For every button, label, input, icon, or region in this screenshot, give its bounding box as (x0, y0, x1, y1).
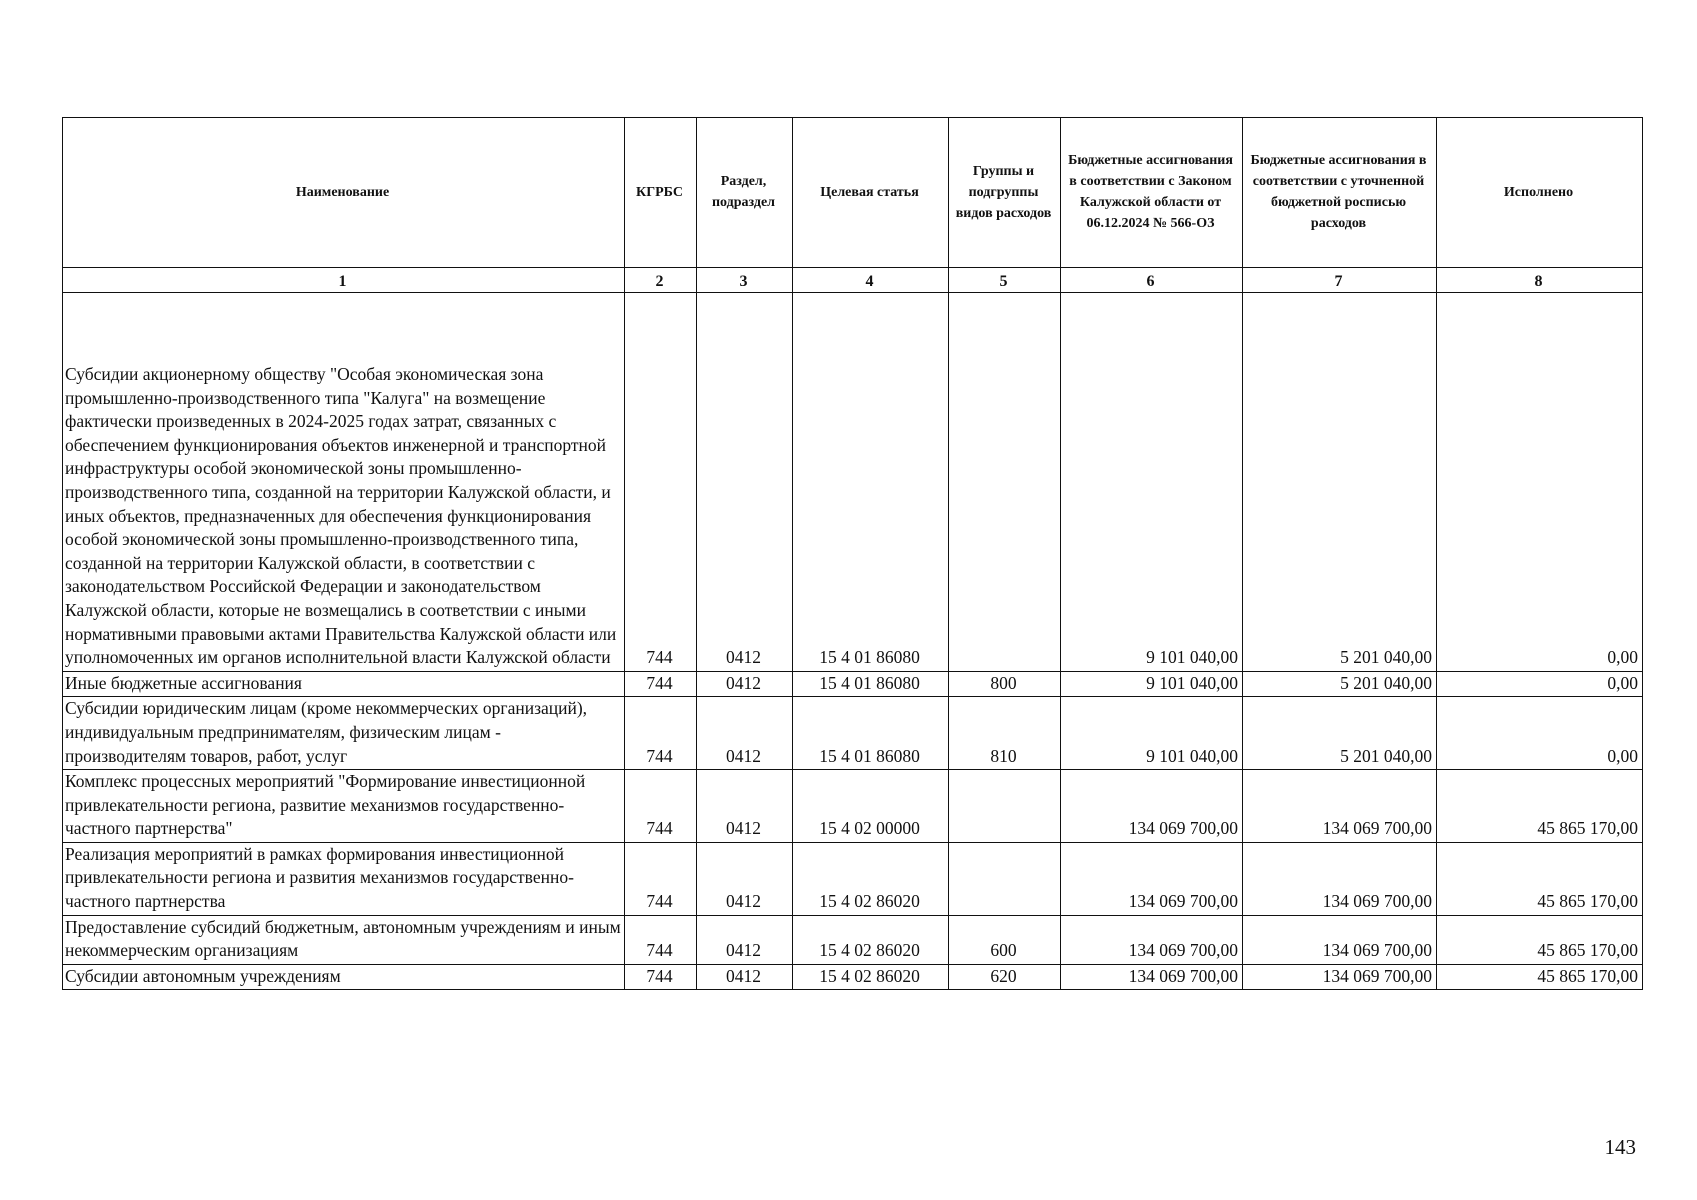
column-number: 5 (949, 268, 1061, 293)
column-number: 3 (697, 268, 793, 293)
row-name: Комплекс процессных мероприятий "Формирование инвестиционной привлекательности региона, развитие механизмов государственно-частного партнерства" (63, 770, 625, 843)
row-executed-amount: 0,00 (1437, 697, 1643, 770)
row-executed-amount: 45 865 170,00 (1437, 915, 1643, 964)
row-updated-amount: 134 069 700,00 (1243, 842, 1437, 915)
row-group: 600 (949, 915, 1061, 964)
row-section: 0412 (697, 671, 793, 697)
row-kgrbs: 744 (625, 964, 697, 990)
row-executed-amount: 0,00 (1437, 671, 1643, 697)
row-target: 15 4 02 00000 (793, 770, 949, 843)
row-updated-amount: 5 201 040,00 (1243, 697, 1437, 770)
table-row (63, 964, 1643, 990)
row-target: 15 4 01 86080 (793, 697, 949, 770)
row-target: 15 4 02 86020 (793, 842, 949, 915)
row-law-amount: 134 069 700,00 (1061, 770, 1243, 843)
column-number-row (63, 268, 1643, 293)
table-row (63, 293, 1643, 672)
row-name: Субсидии автономным учреждениям (63, 964, 625, 990)
header-executed: Исполнено (1437, 118, 1643, 268)
row-law-amount: 134 069 700,00 (1061, 964, 1243, 990)
row-law-amount: 9 101 040,00 (1061, 697, 1243, 770)
row-law-amount: 9 101 040,00 (1061, 671, 1243, 697)
row-law-amount: 134 069 700,00 (1061, 842, 1243, 915)
table-row (63, 842, 1643, 915)
row-name: Предоставление субсидий бюджетным, автономным учреждениям и иным некоммерческим организациям (63, 915, 625, 964)
row-target: 15 4 02 86020 (793, 964, 949, 990)
row-name: Иные бюджетные ассигнования (63, 671, 625, 697)
row-group (949, 293, 1061, 672)
row-target: 15 4 01 86080 (793, 293, 949, 672)
column-number: 8 (1437, 268, 1643, 293)
header-kgrbs: КГРБС (625, 118, 697, 268)
row-section: 0412 (697, 697, 793, 770)
row-updated-amount: 134 069 700,00 (1243, 915, 1437, 964)
row-kgrbs: 744 (625, 770, 697, 843)
row-law-amount: 9 101 040,00 (1061, 293, 1243, 672)
row-section: 0412 (697, 293, 793, 672)
header-group: Группы и подгруппы видов расходов (949, 118, 1061, 268)
row-executed-amount: 45 865 170,00 (1437, 964, 1643, 990)
row-section: 0412 (697, 915, 793, 964)
row-section: 0412 (697, 842, 793, 915)
row-updated-amount: 5 201 040,00 (1243, 671, 1437, 697)
row-group: 800 (949, 671, 1061, 697)
row-section: 0412 (697, 770, 793, 843)
row-law-amount: 134 069 700,00 (1061, 915, 1243, 964)
row-name: Реализация мероприятий в рамках формирования инвестиционной привлекательности региона и развития механизмов государственно-частного партнерства (63, 842, 625, 915)
budget-execution-table (62, 117, 1643, 990)
row-group (949, 770, 1061, 843)
table-header (63, 118, 1643, 293)
row-group: 810 (949, 697, 1061, 770)
table-row (63, 770, 1643, 843)
table-row (63, 697, 1643, 770)
row-group: 620 (949, 964, 1061, 990)
header-target: Целевая статья (793, 118, 949, 268)
header-updated-allocations: Бюджетные ассигнования в соответствии с уточненной бюджетной росписью расходов (1243, 118, 1437, 268)
column-number: 6 (1061, 268, 1243, 293)
header-section: Раздел, подраздел (697, 118, 793, 268)
row-name: Субсидии юридическим лицам (кроме некоммерческих организаций), индивидуальным предпринимателям, физическим лицам - производителям товаров, работ, услуг (63, 697, 625, 770)
header-name: Наименование (63, 118, 625, 268)
row-kgrbs: 744 (625, 671, 697, 697)
row-executed-amount: 0,00 (1437, 293, 1643, 672)
row-updated-amount: 134 069 700,00 (1243, 964, 1437, 990)
column-number: 7 (1243, 268, 1437, 293)
row-kgrbs: 744 (625, 293, 697, 672)
column-number: 4 (793, 268, 949, 293)
table-row (63, 671, 1643, 697)
column-number: 2 (625, 268, 697, 293)
row-target: 15 4 01 86080 (793, 671, 949, 697)
row-name: Субсидии акционерному обществу "Особая экономическая зона промышленно-производственного типа "Калуга" на возмещение фактически произведенных в 2024-2025 годах затрат, связанных с обеспечением функционирования объектов инженерной и транспортной инфраструктуры особой экономической зоны промышленно-производственного типа, созданной на территории Калужской области, и иных объектов, предназначенных для обеспечения функционирования особой экономической зоны промышленно-производственного типа, созданной на территории Калужской области, в соответствии с законодательством Российской Федерации и законодательством Калужской области, которые не возмещались в соответствии с иными нормативными правовыми актами Правительства Калужской области или уполномоченных им органов исполнительной власти Калужской области (63, 293, 625, 672)
row-target: 15 4 02 86020 (793, 915, 949, 964)
row-group (949, 842, 1061, 915)
budget-table-container (62, 117, 1642, 990)
row-updated-amount: 134 069 700,00 (1243, 770, 1437, 843)
row-executed-amount: 45 865 170,00 (1437, 770, 1643, 843)
row-updated-amount: 5 201 040,00 (1243, 293, 1437, 672)
page-number: 143 (1604, 1135, 1636, 1159)
row-kgrbs: 744 (625, 915, 697, 964)
header-law-allocations: Бюджетные ассигнования в соответствии с Законом Калужской области от 06.12.2024 № 566-ОЗ (1061, 118, 1243, 268)
row-kgrbs: 744 (625, 842, 697, 915)
row-executed-amount: 45 865 170,00 (1437, 842, 1643, 915)
row-section: 0412 (697, 964, 793, 990)
table-body (63, 293, 1643, 990)
row-kgrbs: 744 (625, 697, 697, 770)
column-number: 1 (63, 268, 625, 293)
table-row (63, 915, 1643, 964)
